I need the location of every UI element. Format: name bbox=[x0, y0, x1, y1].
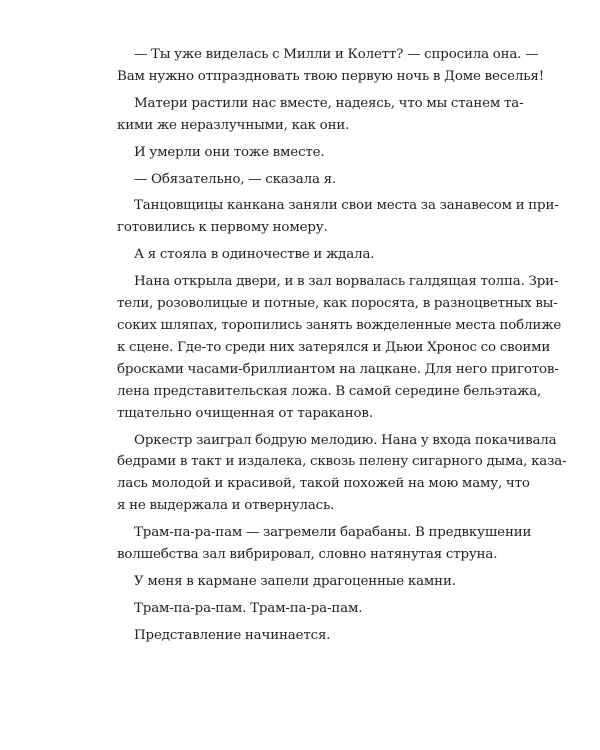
text-line: Оркестр заиграл бодрую мелодию. Нана у входа покачивала bbox=[134, 432, 557, 448]
text-line: волшебства зал вибрировал, словно натянутая струна. bbox=[117, 547, 498, 563]
text-line: Вам нужно отпраздновать твою первую ночь в Доме веселья! bbox=[117, 68, 544, 84]
text-line: Матери растили нас вместе, надеясь, что мы станем та- bbox=[134, 95, 524, 111]
text-line: — Ты уже виделась с Милли и Колетт? — спросила она. — bbox=[134, 47, 539, 62]
text-line: И умерли они тоже вместе. bbox=[134, 144, 325, 160]
paragraph bbox=[117, 625, 491, 647]
body-text bbox=[117, 44, 567, 652]
text-line: тели, розоволицые и потные, как поросята, в разноцветных вы- bbox=[117, 296, 558, 312]
text-line: лась молодой и красивой, такой похожей на мою маму, что bbox=[117, 476, 530, 492]
paragraph bbox=[117, 571, 491, 593]
text-line: Танцовщицы канкана заняли свои места за занавесом и при- bbox=[134, 198, 559, 214]
paragraph bbox=[117, 522, 532, 566]
paragraph bbox=[117, 142, 491, 164]
text-line: Нана открыла двери, и в зал ворвалась галдящая толпа. Зри- bbox=[134, 274, 559, 290]
text-line: Трам-па-ра-пам — загремели барабаны. В предвкушении bbox=[134, 525, 532, 541]
text-line: — Обязательно, — сказала я. bbox=[134, 171, 337, 187]
text-line: Трам-па-ра-пам. Трам-па-ра-пам. bbox=[134, 600, 363, 616]
paragraph bbox=[117, 44, 544, 88]
text-line: бросками часами-бриллиантом на лацкане. Для него приготов- bbox=[117, 361, 559, 377]
text-line: кими же неразлучными, как они. bbox=[117, 117, 350, 133]
text-line: соких шляпах, торопились занять вожделенные места поближе bbox=[117, 317, 562, 333]
paragraph bbox=[117, 271, 562, 424]
text-line: лена представительская ложа. В самой середине бельэтажа, bbox=[117, 383, 542, 399]
text-line: готовились к первому номеру. bbox=[117, 220, 328, 236]
text-line: У меня в кармане запели драгоценные камни. bbox=[134, 573, 456, 589]
text-line: тщательно очищенная от тараканов. bbox=[117, 405, 373, 421]
paragraph bbox=[117, 195, 559, 239]
text-line: Представление начинается. bbox=[134, 627, 331, 643]
paragraph bbox=[117, 93, 524, 137]
text-line: А я стояла в одиночестве и ждала. bbox=[134, 247, 375, 263]
paragraph bbox=[117, 169, 491, 191]
paragraph bbox=[117, 244, 491, 266]
text-line: я не выдержала и отвернулась. bbox=[117, 498, 335, 514]
paragraph bbox=[117, 430, 567, 518]
paragraph bbox=[117, 598, 491, 620]
text-line: бедрами в такт и издалека, сквозь пелену сигарного дыма, каза- bbox=[117, 454, 567, 470]
text-line: к сцене. Где-то среди них затерялся и Дьюи Хронос со своими bbox=[117, 339, 551, 355]
